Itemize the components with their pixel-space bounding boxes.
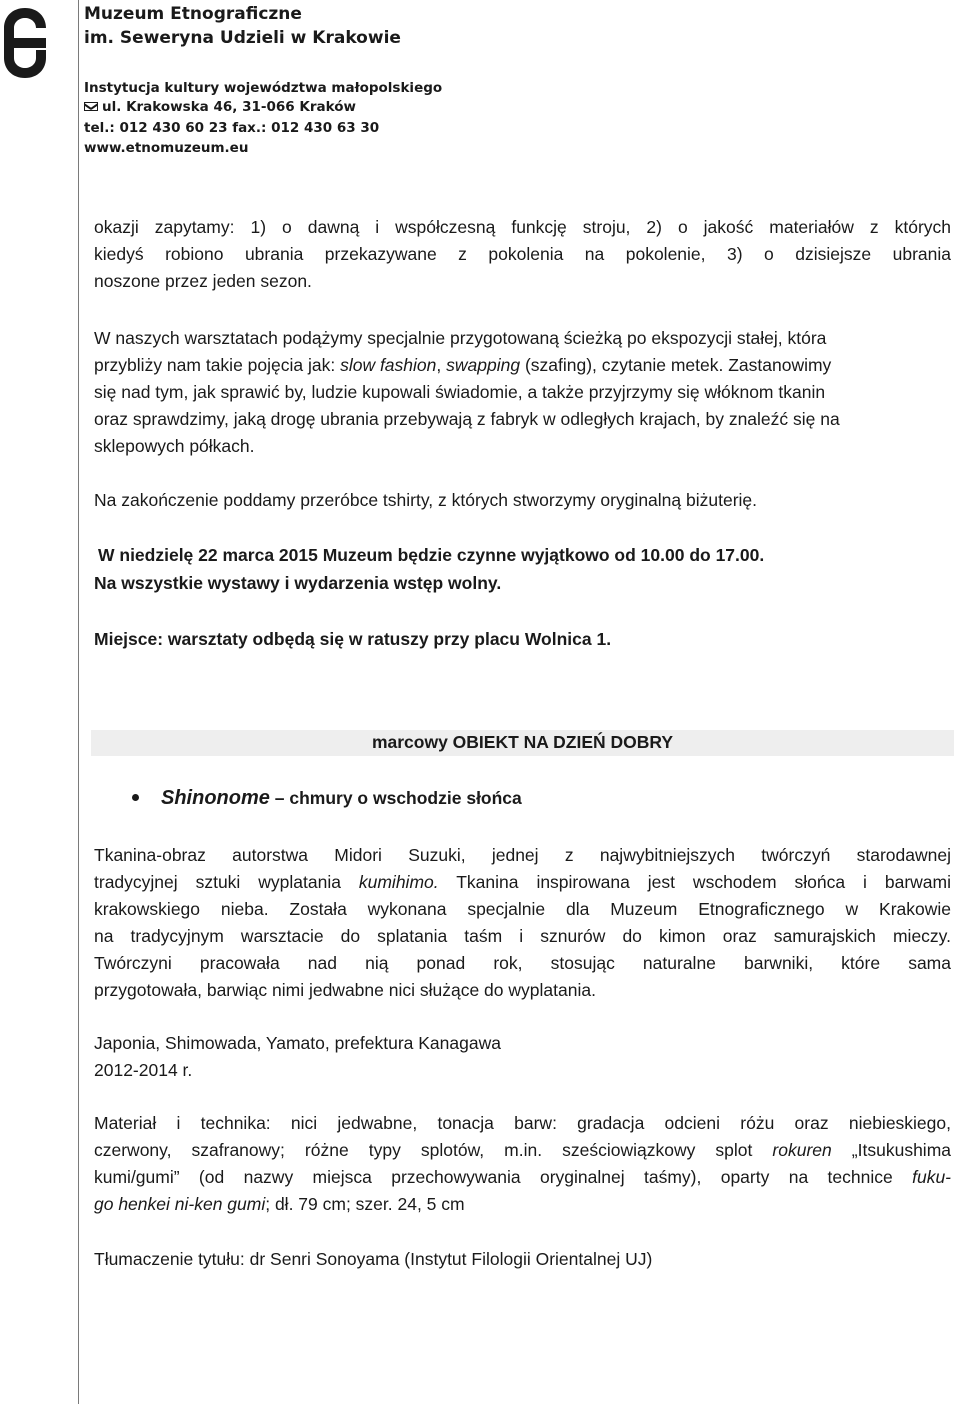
italic-term: go henkei ni-ken gumi bbox=[94, 1194, 266, 1214]
text-line bbox=[94, 869, 951, 896]
text-line: okazji zapytamy: 1) o dawną i współczesną funkcję stroju, 2) o jakość materiałów z których bbox=[94, 217, 951, 237]
header-vertical-rule bbox=[78, 0, 79, 1404]
opening-hours-notice bbox=[98, 542, 955, 569]
institution-line: Instytucja kultury województwa małopolskiego bbox=[84, 80, 443, 96]
text-line: przygotowała, barwiąc nimi jedwabne nici służące do wyplatania. bbox=[94, 980, 596, 1000]
museum-logo-e-icon bbox=[2, 6, 48, 80]
text-line: Japonia, Shimowada, Yamato, prefektura Kanagawa bbox=[94, 1033, 501, 1053]
object-description bbox=[94, 842, 951, 1004]
museum-name-line1: Muzeum Etnograficzne bbox=[84, 4, 302, 24]
text-fragment: (szafing), czytanie metek. bbox=[520, 355, 729, 375]
text-line bbox=[94, 1164, 951, 1191]
envelope-icon bbox=[84, 102, 98, 111]
text-line: W naszych warsztatach podążymy specjalnie przygotowaną ścieżką po ekspozycji stałej, która bbox=[94, 328, 827, 348]
text-fragment: „Itsukushima bbox=[831, 1140, 952, 1160]
text-line: na tradycyjnym warsztacie do splatania taśm i sznurów do kimon oraz samurajskich mieczy. bbox=[94, 926, 951, 946]
text-line: 2012-2014 r. bbox=[94, 1060, 193, 1080]
text-line: Tłumaczenie tytułu: dr Senri Sonoyama (Instytut Filologii Orientalnej UJ) bbox=[94, 1249, 653, 1269]
text-fragment: Tkanina inspirowana jest wschodem słońca i barwami bbox=[438, 872, 951, 892]
italic-term: rokuren bbox=[772, 1140, 832, 1160]
text-line: noszone przez jeden sezon. bbox=[94, 271, 312, 291]
text-fragment: tradycyjnej sztuki wyplatania bbox=[94, 872, 359, 892]
text-line: krakowskiego nieba. Została wykonana specjalnie dla Muzeum Etnograficznego w Krakowie bbox=[94, 899, 951, 919]
phone-fax-line: tel.: 012 430 60 23 fax.: 012 430 63 30 bbox=[84, 120, 380, 136]
text-fragment: , bbox=[436, 355, 447, 375]
museum-name-line2: im. Seweryna Udzieli w Krakowie bbox=[84, 28, 401, 48]
object-origin bbox=[94, 1030, 951, 1084]
text-line: oraz sprawdzimy, jaką drogę ubrania przebywają z fabryk w odległych krajach, by znaleźć się na bbox=[94, 409, 840, 429]
text-line: sklepowych półkach. bbox=[94, 436, 255, 456]
section-banner-title: marcowy OBIEKT NA DZIEŃ DOBRY bbox=[371, 732, 674, 752]
text-line: W niedzielę 22 marca 2015 Muzeum będzie czynne wyjątkowo od 10.00 do 17.00. bbox=[98, 545, 765, 565]
italic-term: slow fashion bbox=[340, 355, 437, 375]
object-subtitle: – chmury o wschodzie słońca bbox=[269, 788, 522, 808]
location-notice bbox=[94, 626, 951, 653]
paragraph-questions bbox=[94, 214, 951, 295]
object-material bbox=[94, 1110, 951, 1218]
text-fragment: czerwony, szafranowy; różne typy splotów, m.in. sześciowiązkowy splot bbox=[94, 1140, 773, 1160]
italic-term: swapping bbox=[446, 355, 521, 375]
section-banner bbox=[91, 730, 954, 756]
italic-term: fuku- bbox=[912, 1167, 951, 1187]
text-line: Materiał i technika: nici jedwabne, tonacja barw: gradacja odcieni różu oraz niebieskiego, bbox=[94, 1113, 951, 1133]
text-line: Na zakończenie poddamy przeróbce tshirty, z których stworzymy oryginalną biżuterię. bbox=[94, 490, 758, 510]
text-line: Twórczyni pracowała nad nią ponad rok, stosując naturalne barwniki, które sama bbox=[94, 953, 951, 973]
text-line: się nad tym, jak sprawić by, ludzie kupowali świadomie, a także przyjrzymy się włóknom tkanin bbox=[94, 382, 826, 402]
address-text: ul. Krakowska 46, 31-066 Kraków bbox=[102, 99, 356, 115]
text-line bbox=[94, 1191, 951, 1218]
text-line: kiedyś robiono ubrania przekazywane z pokolenia na pokolenie, 3) o dzisiejsze ubrania bbox=[94, 244, 951, 264]
website-link[interactable]: www.etnomuzeum.eu bbox=[84, 140, 249, 156]
free-entry-notice bbox=[94, 570, 951, 597]
text-fragment: przybliży nam takie pojęcia jak: bbox=[94, 355, 341, 375]
text-fragment: ; dł. 79 cm; szer. 24, 5 cm bbox=[265, 1194, 465, 1214]
text-line: Miejsce: warsztaty odbędą się w ratuszy przy placu Wolnica 1. bbox=[94, 629, 612, 649]
translation-credit bbox=[94, 1246, 951, 1273]
text-line bbox=[94, 1137, 951, 1164]
text-fragment: Zastanowimy bbox=[728, 355, 832, 375]
text-line bbox=[94, 352, 951, 379]
address-line bbox=[84, 99, 356, 115]
bullet-icon bbox=[132, 794, 139, 801]
object-title-item bbox=[132, 787, 522, 810]
text-line: Na wszystkie wystawy i wydarzenia wstęp wolny. bbox=[94, 573, 502, 593]
text-fragment: kumi/gumi” (od nazwy miejsca przechowywania oryginalnej taśmy), oparty na technice bbox=[94, 1167, 913, 1187]
text-line: Tkanina-obraz autorstwa Midori Suzuki, jednej z najwybitniejszych twórczyń starodawnej bbox=[94, 845, 951, 865]
paragraph-ending bbox=[94, 487, 951, 514]
object-title: Shinonome bbox=[161, 787, 270, 809]
italic-term: kumihimo. bbox=[358, 872, 439, 892]
paragraph-workshop bbox=[94, 325, 951, 460]
